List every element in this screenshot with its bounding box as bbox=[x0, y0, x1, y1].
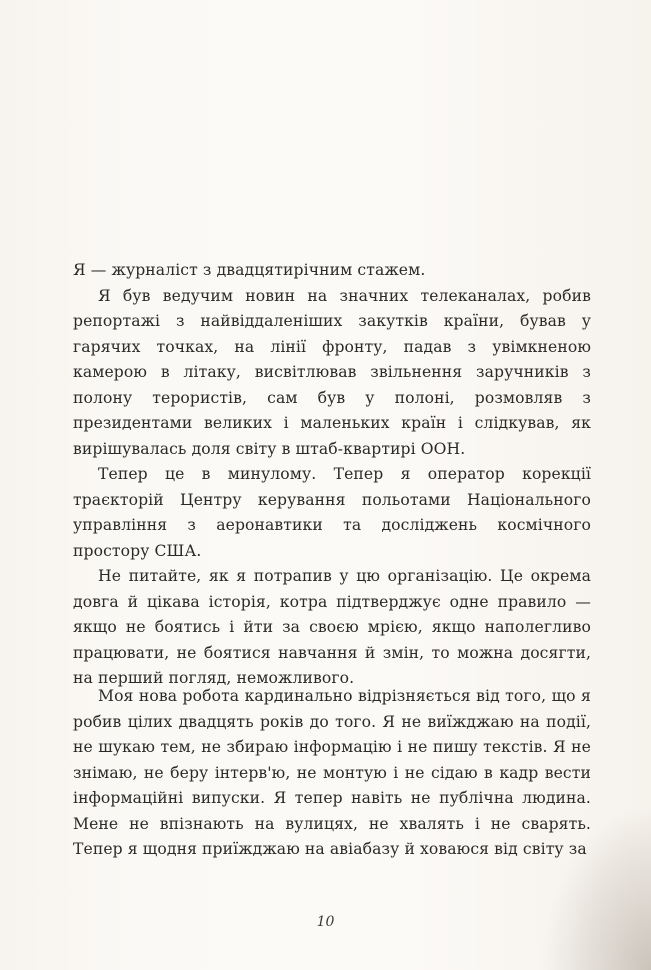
text-section-1 bbox=[73, 258, 591, 692]
page-number: 10 bbox=[316, 914, 335, 930]
paragraph: Я був ведучим новин на значних телеканалах, робив репортажі з найвіддаленіших закутків країни, бував у гарячих точках, на лінії фронту, падав з увімкненою камерою в літаку, висвітлював звільнення заручників з полону терористів, сам був у полоні, розмовляв з президентами великих і маленьких країн і слідкував, як вирішувалась доля світу в штаб-квартирі ООН. bbox=[73, 286, 591, 458]
text-section-2 bbox=[73, 684, 591, 863]
paragraph: Я — журналіст з двадцятирічним стажем. bbox=[73, 261, 426, 279]
paragraph: Не питайте, як я потрапив у цю організацію. Це окрема довга й цікава історія, котра підтверджує одне правило — якщо не боятись і йти за своєю мрією, якщо наполегливо працювати, не боятися навчання й змін, то можна досягти, на перший погляд, неможливого. bbox=[73, 567, 591, 687]
paragraph: Тепер це в минулому. Тепер я оператор корекції траєкторій Центру керування польотами Національного управління з аеронавтики та досліджень космічного простору США. bbox=[73, 465, 591, 560]
paragraph: Моя нова робота кардинально відрізняється від того, що я робив цілих двадцять років до того. Я не виїжджаю на події, не шукаю тем, не збираю інформацію і не пишу текстів. Я не знімаю, не беру інтерв'ю, не монтую і не сідаю в кадр вести інформаційні випуски. Я тепер навіть не публічна людина. Мене не впізнають на вулицях, не хвалять і не сварять. Тепер я щодня приїжджаю на авіабазу й ховаюся від світу за bbox=[73, 687, 591, 858]
